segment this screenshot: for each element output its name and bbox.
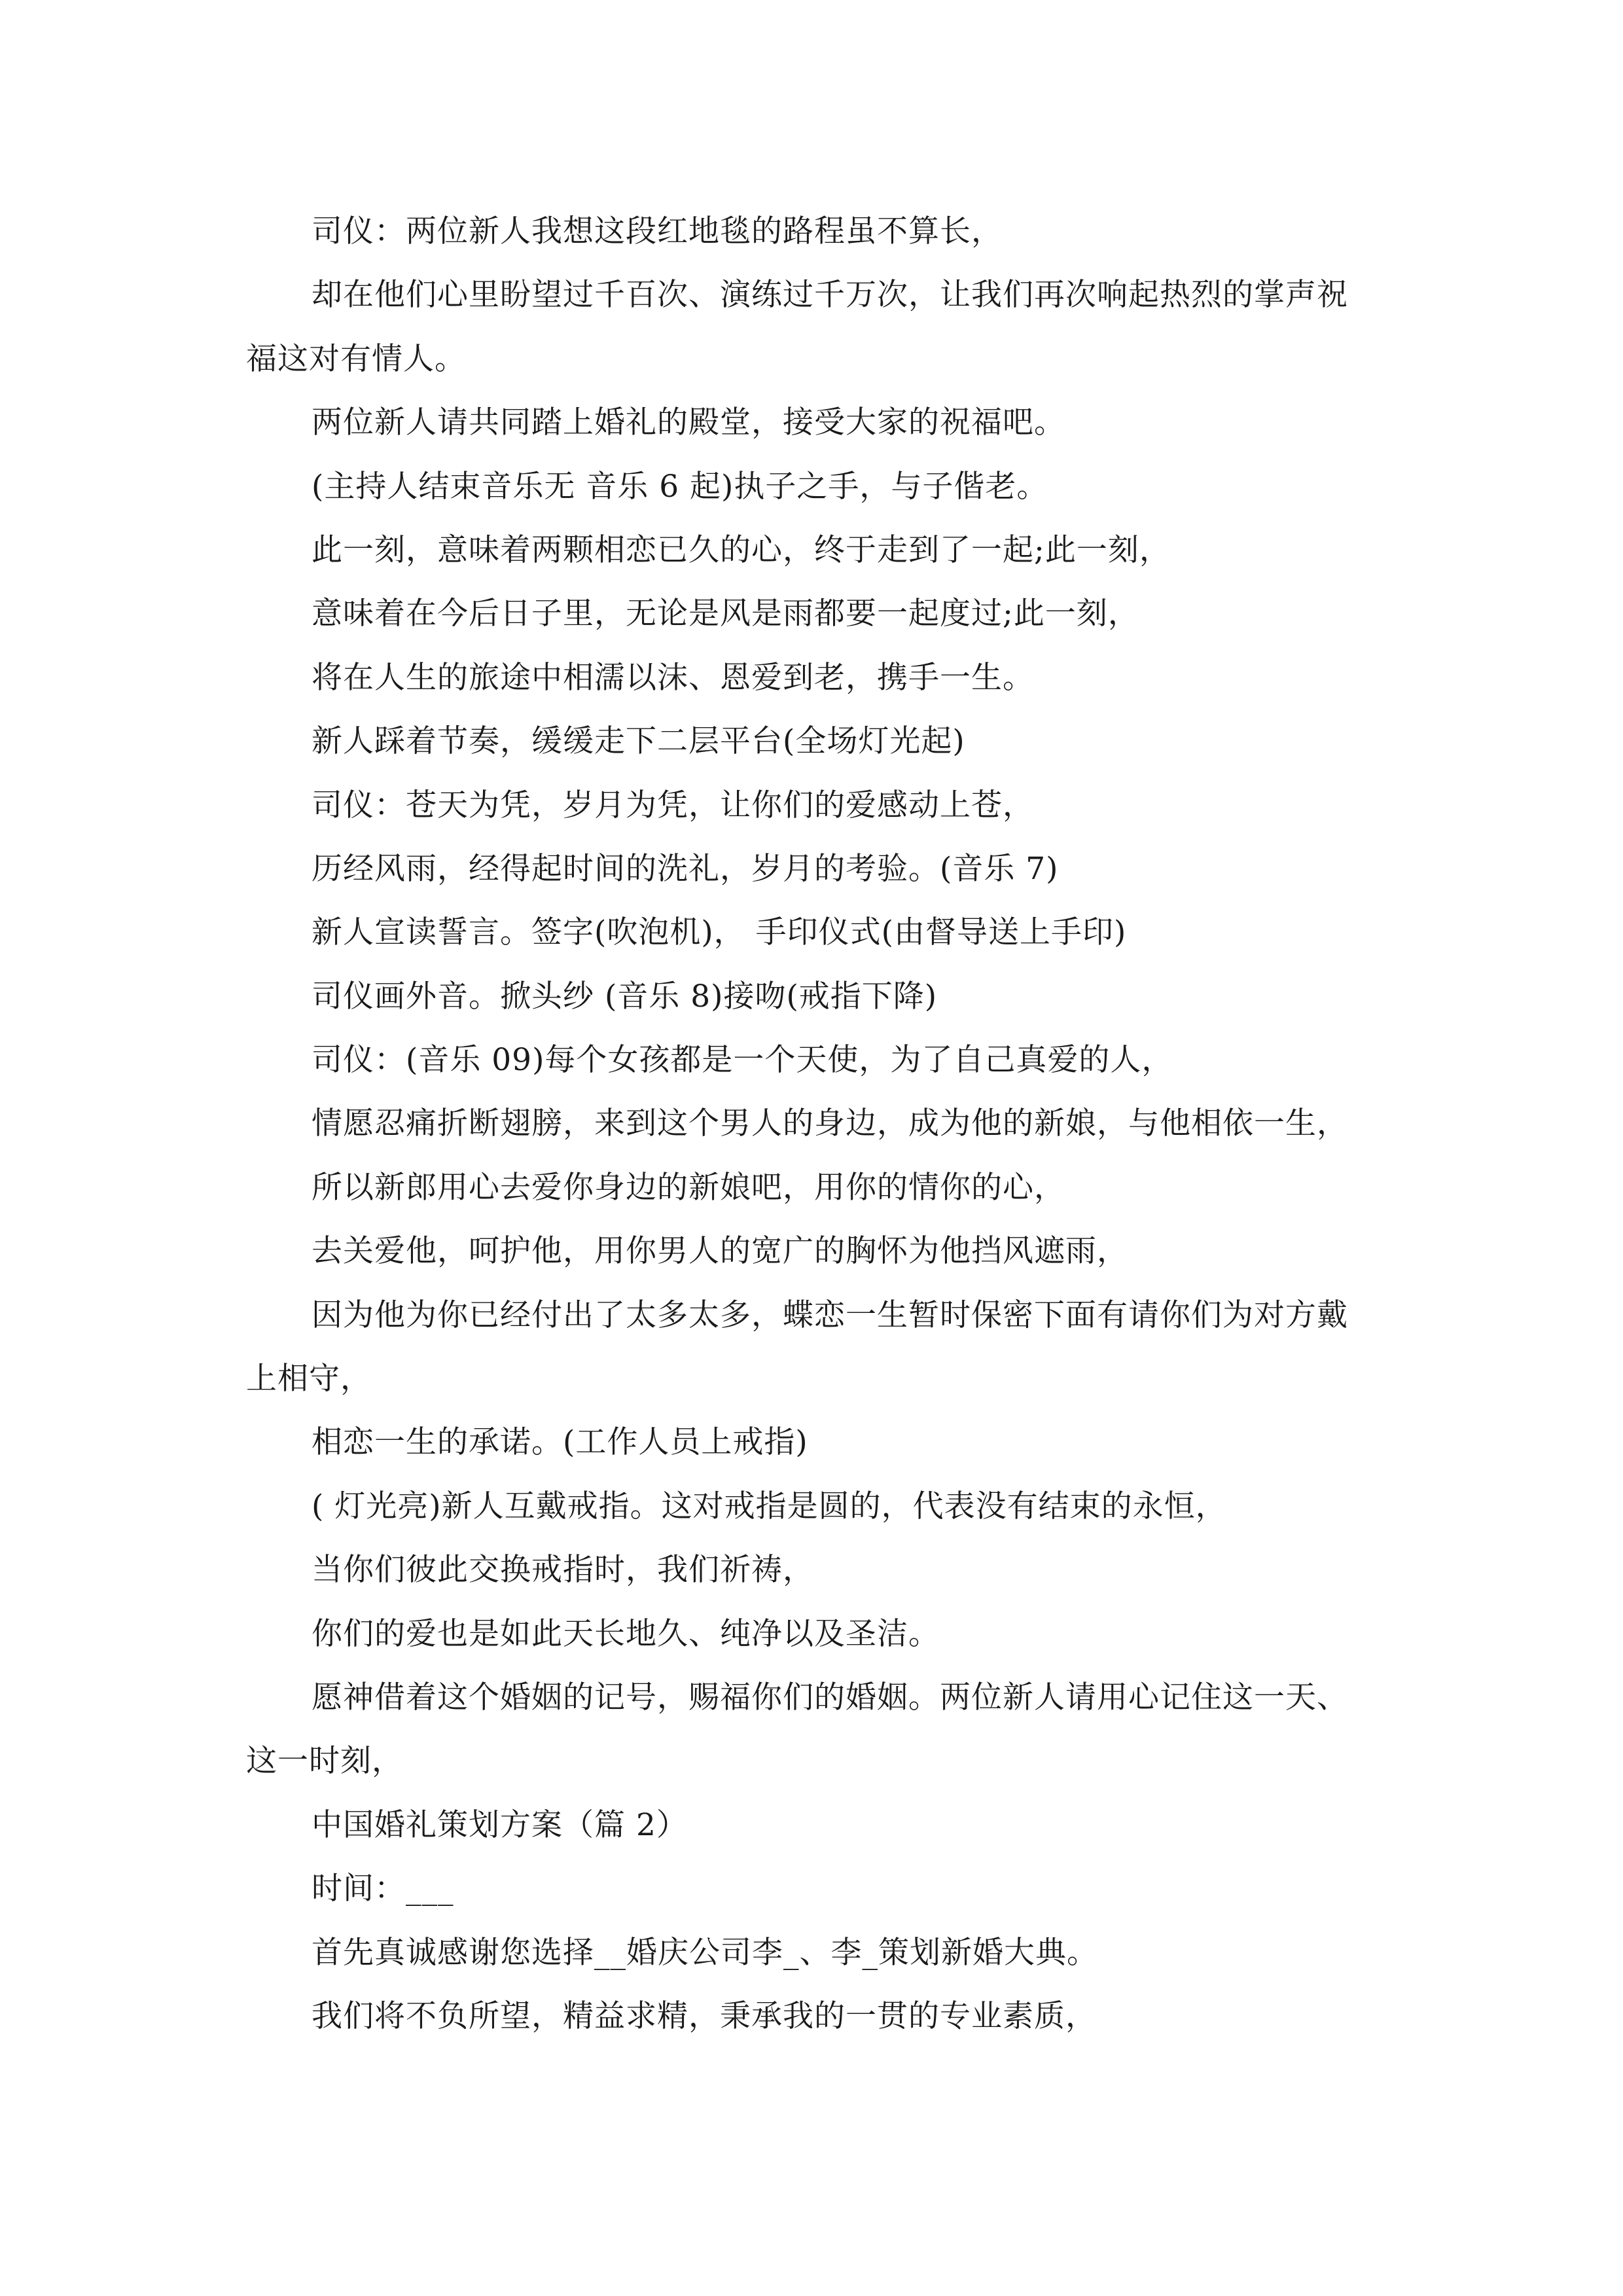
text-line: 此一刻，意味着两颗相恋已久的心，终于走到了一起;此一刻， bbox=[312, 531, 1171, 568]
text-line: 愿神借着这个婚姻的记号，赐福你们的婚姻。两位新人请用心记住这一天、 bbox=[312, 1679, 1348, 1715]
text-line: 司仪：(音乐 09)每个女孩都是一个天使，为了自己真爱的人， bbox=[312, 1042, 1173, 1079]
text-line: 时间：___ bbox=[312, 1871, 454, 1907]
text-line: 你们的爱也是如此天长地久、纯净以及圣洁。 bbox=[312, 1615, 940, 1652]
section-heading: 中国婚礼策划方案（篇 2） bbox=[312, 1806, 688, 1843]
text-line: 相恋一生的承诺。(工作人员上戒指) bbox=[312, 1424, 808, 1461]
text-line: 司仪：两位新人我想这段红地毯的路程虽不算长， bbox=[312, 213, 1003, 249]
text-line: ( 灯光亮)新人互戴戒指。这对戒指是圆的，代表没有结束的永恒， bbox=[312, 1488, 1227, 1524]
text-line: 两位新人请共同踏上婚礼的殿堂，接受大家的祝福吧。 bbox=[312, 404, 1065, 441]
text-line: 我们将不负所望，精益求精，秉承我的一贯的专业素质， bbox=[312, 1998, 1097, 2034]
text-line: 去关爱他，呵护他，用你男人的宽广的胸怀为他挡风遮雨， bbox=[312, 1233, 1128, 1270]
text-line: 历经风雨，经得起时间的洗礼，岁月的考验。(音乐 7) bbox=[312, 850, 1059, 887]
text-line: 上相守， bbox=[246, 1361, 372, 1397]
text-line: 却在他们心里盼望过千百次、演练过千万次，让我们再次响起热烈的掌声祝 bbox=[312, 277, 1348, 314]
text-line: 这一时刻， bbox=[246, 1743, 403, 1780]
text-line: 司仪画外音。掀头纱 (音乐 8)接吻(戒指下降) bbox=[312, 978, 938, 1014]
text-line: 将在人生的旅途中相濡以沫、恩爱到老，携手一生。 bbox=[312, 659, 1034, 696]
text-line: 新人踩着节奏，缓缓走下二层平台(全场灯光起) bbox=[312, 723, 965, 760]
text-line: 所以新郎用心去爱你身边的新娘吧，用你的情你的心， bbox=[312, 1169, 1065, 1206]
text-line: 福这对有情人。 bbox=[246, 340, 466, 377]
text-line: 情愿忍痛折断翅膀，来到这个男人的身边，成为他的新娘，与他相依一生， bbox=[312, 1105, 1348, 1142]
text-line: (主持人结束音乐无 音乐 6 起)执子之手，与子偕老。 bbox=[312, 468, 1048, 505]
document-body bbox=[246, 200, 1404, 2048]
text-line: 司仪：苍天为凭，岁月为凭，让你们的爱感动上苍， bbox=[312, 787, 1034, 823]
text-line: 因为他为你已经付出了太多太多，蝶恋一生暂时保密下面有请你们为对方戴 bbox=[312, 1297, 1348, 1333]
text-line: 首先真诚感谢您选择__婚庆公司李_、李_策划新婚大典。 bbox=[312, 1934, 1098, 1971]
text-line: 新人宣读誓言。签字(吹泡机)， 手印仪式(由督导送上手印) bbox=[312, 914, 1127, 951]
text-line: 当你们彼此交换戒指时，我们祈祷， bbox=[312, 1552, 814, 1588]
text-line: 意味着在今后日子里，无论是风是雨都要一起度过;此一刻， bbox=[312, 596, 1139, 632]
